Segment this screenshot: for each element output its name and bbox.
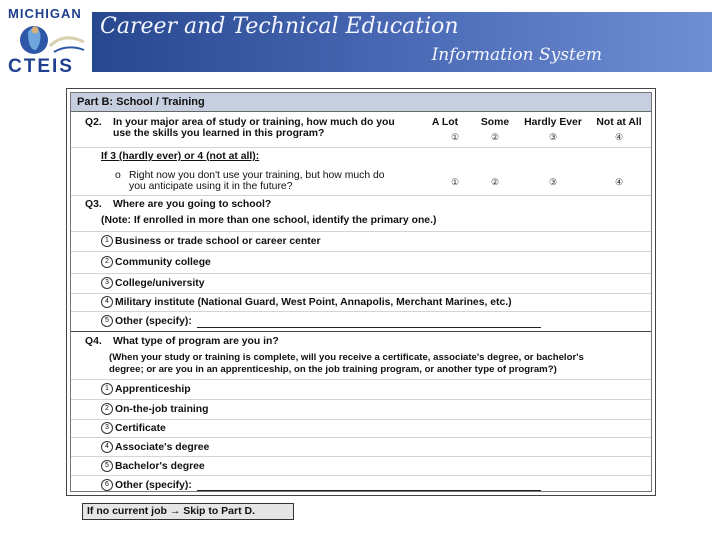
q3-number: Q3.: [85, 199, 102, 210]
divider: [71, 379, 651, 380]
option-label: Business or trade school or career center: [115, 235, 321, 247]
option-bubble[interactable]: 5: [101, 460, 113, 472]
q3-option-business[interactable]: [101, 235, 321, 247]
option-label: Bachelor's degree: [115, 460, 205, 472]
option-label: Certificate: [115, 422, 166, 434]
mitten-emblem-icon: [14, 22, 88, 56]
option-label: College/university: [115, 277, 205, 289]
option-bubble[interactable]: 4: [101, 441, 113, 453]
q3-option-college[interactable]: [101, 277, 205, 289]
q3-option-military[interactable]: [101, 296, 512, 308]
survey-form: [66, 88, 656, 496]
divider: [71, 251, 651, 252]
q2-sub-line1: Right now you don't use your training, but how much do: [129, 170, 385, 181]
q4-option-certificate[interactable]: [101, 422, 166, 434]
q4-option-apprenticeship[interactable]: [101, 383, 191, 395]
divider: [71, 273, 651, 274]
option-bubble[interactable]: 2: [101, 256, 113, 268]
section-divider: [71, 331, 651, 332]
option-bubble[interactable]: 4: [101, 296, 113, 308]
col-a-lot: A Lot: [431, 117, 459, 128]
header-banner: [0, 0, 720, 78]
q2-bubble-4[interactable]: ④: [614, 132, 624, 142]
logo-top-text: MICHIGAN: [8, 6, 82, 21]
option-bubble[interactable]: 5: [101, 315, 113, 327]
q4-option-on-the-job[interactable]: [101, 403, 209, 415]
skip-instruction: If no current job → Skip to Part D.: [82, 503, 294, 520]
q2-bubble-1[interactable]: ①: [450, 132, 460, 142]
q2-bubble-2[interactable]: ②: [490, 132, 500, 142]
q4-number: Q4.: [85, 336, 102, 347]
q4-option-other[interactable]: [101, 479, 192, 491]
divider: [71, 475, 651, 476]
q2-sub-bubble-1[interactable]: ①: [450, 177, 460, 187]
q2-sub-line2: you anticipate using it in the future?: [129, 181, 293, 192]
divider: [71, 419, 651, 420]
q4-note-line2: degree; or are you in an apprenticeship, on the job training program, or another type of program?): [109, 364, 557, 375]
q2-followup: If 3 (hardly ever) or 4 (not at all):: [101, 151, 260, 162]
option-bubble[interactable]: 3: [101, 422, 113, 434]
divider: [71, 147, 651, 148]
title-line-2: Information System: [431, 45, 602, 65]
option-bubble[interactable]: 2: [101, 403, 113, 415]
q3-text: Where are you going to school?: [113, 199, 272, 210]
q3-other-specify-line[interactable]: [197, 327, 541, 328]
q4-option-associates[interactable]: [101, 441, 209, 453]
divider: [71, 195, 651, 196]
col-not-at-all: Not at All: [596, 117, 642, 128]
q2-text-line2: use the skills you learned in this program?: [113, 128, 325, 139]
option-label: Associate's degree: [115, 441, 210, 453]
option-bubble[interactable]: 3: [101, 277, 113, 289]
q2-sub-marker: o: [115, 170, 121, 181]
title-bar: [92, 12, 712, 72]
option-label: On-the-job training: [115, 403, 209, 415]
divider: [71, 293, 651, 294]
logo-bottom-text: CTEIS: [8, 56, 74, 77]
q2-bubble-3[interactable]: ③: [548, 132, 558, 142]
q2-sub-bubble-2[interactable]: ②: [490, 177, 500, 187]
divider: [71, 456, 651, 457]
q4-other-specify-line[interactable]: [197, 490, 541, 491]
option-label: Apprenticeship: [115, 383, 191, 395]
option-label: Community college: [115, 256, 211, 268]
q4-option-bachelors[interactable]: [101, 460, 205, 472]
q4-text: What type of program are you in?: [113, 336, 279, 347]
form-frame: [70, 92, 652, 492]
option-bubble[interactable]: 6: [101, 479, 113, 491]
q3-option-community-college[interactable]: [101, 256, 211, 268]
option-bubble[interactable]: 1: [101, 235, 113, 247]
divider: [71, 399, 651, 400]
divider: [71, 437, 651, 438]
option-label: Other (specify):: [115, 315, 192, 327]
q3-note: (Note: If enrolled in more than one school, identify the primary one.): [101, 215, 437, 226]
option-label: Military institute (National Guard, West Point, Annapolis, Merchant Marines, etc.): [115, 296, 512, 308]
divider: [71, 231, 651, 232]
divider: [71, 311, 651, 312]
option-bubble[interactable]: 1: [101, 383, 113, 395]
michigan-cteis-logo: [8, 6, 90, 76]
q2-sub-bubble-3[interactable]: ③: [548, 177, 558, 187]
q2-sub-bubble-4[interactable]: ④: [614, 177, 624, 187]
q2-text-line1: In your major area of study or training, how much do you: [113, 117, 395, 128]
part-title: Part B: School / Training: [71, 93, 651, 112]
title-line-1: Career and Technical Education: [100, 14, 459, 39]
q2-number: Q2.: [85, 117, 102, 128]
q4-note-line1: (When your study or training is complete, will you receive a certificate, associate's degree, or bachelor's: [109, 352, 584, 363]
q3-option-other[interactable]: [101, 315, 192, 327]
col-hardly-ever: Hardly Ever: [524, 117, 582, 128]
option-label: Other (specify):: [115, 479, 192, 491]
col-some: Some: [480, 117, 510, 128]
